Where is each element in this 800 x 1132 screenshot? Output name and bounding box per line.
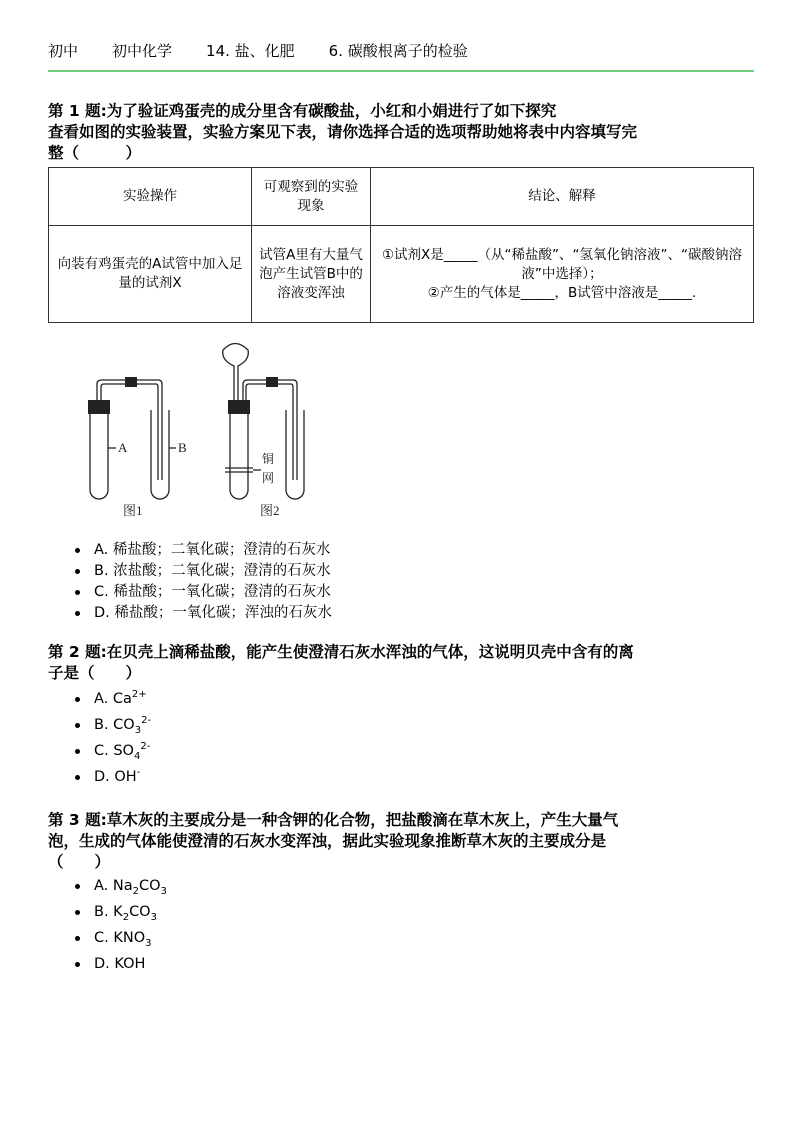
header-divider bbox=[48, 70, 754, 72]
breadcrumb-item[interactable]: 6. 碳酸根离子的检验 bbox=[328, 42, 468, 60]
question-2-stem bbox=[48, 642, 754, 684]
apparatus-diagram bbox=[78, 340, 318, 525]
question-3-options bbox=[72, 873, 167, 977]
table-header: 实验操作 bbox=[49, 168, 252, 226]
label-b: B bbox=[178, 440, 187, 455]
question-1-line: 整（ ） bbox=[48, 144, 142, 162]
option-d[interactable]: D. KOH bbox=[72, 951, 167, 977]
option-a[interactable]: A. $Ca^{2+}$ bbox=[72, 686, 151, 712]
conclusion-line-1: ①试剂X是_____（从“稀盐酸”、“氢氧化钠溶液”、“碳酸钠溶液”中选择）； bbox=[381, 246, 743, 282]
breadcrumb-item[interactable]: 初中 bbox=[48, 42, 79, 60]
label-copper: 铜 bbox=[262, 452, 275, 466]
rubber-joint bbox=[266, 377, 278, 387]
option-c[interactable]: C. 稀盐酸；一氧化碳；澄清的石灰水 bbox=[72, 582, 332, 603]
conclusion-line-2: ②产生的气体是_____，B试管中溶液是_____. bbox=[427, 284, 697, 301]
option-b[interactable]: B. 浓盐酸；二氧化碳；澄清的石灰水 bbox=[72, 561, 332, 582]
table-header: 结论、解释 bbox=[371, 168, 754, 226]
delivery-tube-1 bbox=[97, 380, 162, 480]
breadcrumb bbox=[48, 40, 502, 61]
test-tube-a bbox=[90, 410, 108, 499]
question-1-title: 第 1 题:为了验证鸡蛋壳的成分里含有碳酸盐，小红和小娟进行了如下探究 bbox=[48, 102, 557, 120]
apparatus-figure bbox=[78, 340, 318, 529]
test-tube-b bbox=[151, 410, 169, 499]
table-cell-phenomena: 试管A里有大量气泡产生试管B中的溶液变浑浊 bbox=[252, 226, 371, 323]
option-a[interactable]: A. 稀盐酸；二氧化碳；澄清的石灰水 bbox=[72, 540, 332, 561]
question-3-stem bbox=[48, 810, 754, 873]
option-d[interactable]: D. 稀盐酸；一氧化碳；浑浊的石灰水 bbox=[72, 603, 332, 624]
question-2-line: 第 2 题:在贝壳上滴稀盐酸，能产生使澄清石灰水浑浊的气体，这说明贝壳中含有的离 bbox=[48, 643, 634, 661]
question-1-options bbox=[72, 540, 332, 624]
question-3-line: 泡，生成的气体能使澄清的石灰水变浑浊，据此实验现象推断草木灰的主要成分是 bbox=[48, 832, 607, 850]
question-1-stem bbox=[48, 101, 754, 164]
stopper-2 bbox=[228, 400, 250, 414]
option-a[interactable]: A. $Na_2CO_3$ bbox=[72, 873, 167, 899]
experiment-table bbox=[48, 167, 754, 323]
test-tube-right bbox=[286, 410, 304, 499]
caption-figure-2: 图2 bbox=[260, 503, 280, 518]
rubber-joint bbox=[125, 377, 137, 387]
test-tube-left bbox=[230, 410, 248, 499]
label-a: A bbox=[118, 440, 128, 455]
question-3-line: 第 3 题:草木灰的主要成分是一种含钾的化合物，把盐酸滴在草木灰上，产生大量气 bbox=[48, 811, 619, 829]
table-cell-operation: 向装有鸡蛋壳的A试管中加入足量的试剂X bbox=[49, 226, 252, 323]
question-2-line: 子是（ ） bbox=[48, 664, 142, 682]
caption-figure-1: 图1 bbox=[123, 503, 143, 518]
stopper-a bbox=[88, 400, 110, 414]
question-3-line: （ ） bbox=[48, 853, 111, 871]
breadcrumb-item[interactable]: 14. 盐、化肥 bbox=[206, 42, 295, 60]
table-header: 可观察到的实验现象 bbox=[252, 168, 371, 226]
breadcrumb-item[interactable]: 初中化学 bbox=[112, 42, 173, 60]
option-b[interactable]: B. $CO_3^{2-}$ bbox=[72, 712, 151, 738]
question-1-line: 查看如图的实验装置，实验方案见下表，请你选择合适的选项帮助她将表中内容填写完 bbox=[48, 123, 638, 141]
table-cell-conclusion bbox=[371, 226, 754, 323]
option-d[interactable]: D. OH- bbox=[72, 764, 151, 790]
option-c[interactable]: C. $SO_4^{2-}$ bbox=[72, 738, 151, 764]
label-mesh: 网 bbox=[262, 471, 275, 485]
option-c[interactable]: C. $KNO_3$ bbox=[72, 925, 167, 951]
question-2-options bbox=[72, 686, 151, 790]
option-b[interactable]: B. $K_2CO_3$ bbox=[72, 899, 167, 925]
